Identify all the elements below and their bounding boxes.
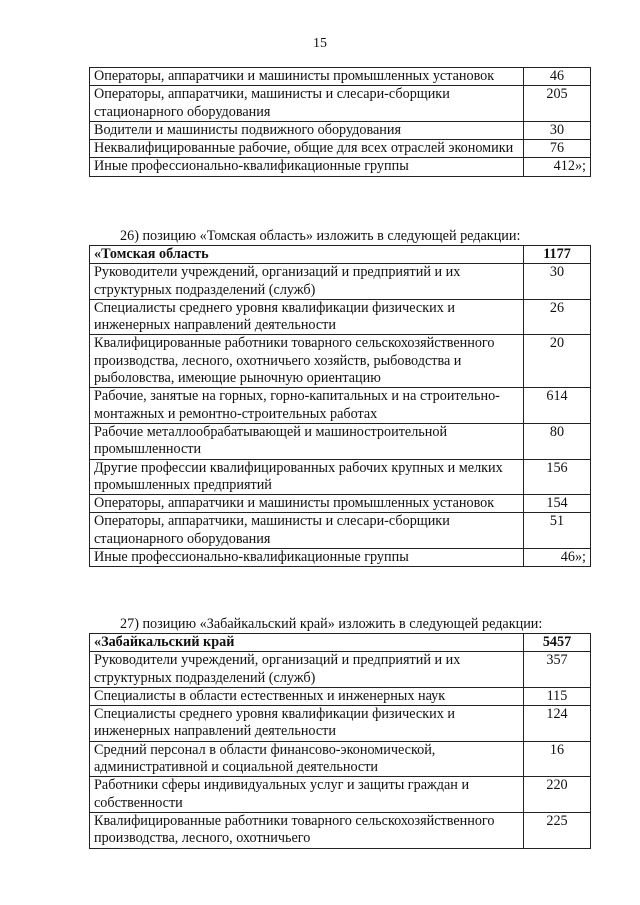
row-value: 30 xyxy=(524,121,591,139)
paragraph-26: 26) позицию «Томская область» изложить в следующей редакции: xyxy=(120,228,521,244)
table-tomsk xyxy=(89,245,591,567)
table-row xyxy=(90,687,591,705)
header-name: «Забайкальский край xyxy=(90,634,524,652)
row-value: 412»; xyxy=(524,158,591,176)
table-row xyxy=(90,86,591,122)
row-name: Водители и машинисты подвижного оборудования xyxy=(90,121,524,139)
table-row xyxy=(90,158,591,176)
table-header-row xyxy=(90,246,591,264)
row-name: Операторы, аппаратчики, машинисты и слесари-сборщики стационарного оборудования xyxy=(90,86,524,122)
row-name: Специалисты среднего уровня квалификации физических и инженерных направлений деятельности xyxy=(90,299,524,335)
row-value: 124 xyxy=(524,706,591,742)
row-name: Операторы, аппаратчики и машинисты промышленных установок xyxy=(90,495,524,513)
row-name: Специалисты среднего уровня квалификации физических и инженерных направлений деятельности xyxy=(90,706,524,742)
row-name: Руководители учреждений, организаций и предприятий и их структурных подразделений (служб) xyxy=(90,264,524,300)
paragraph-27: 27) позицию «Забайкальский край» изложить в следующей редакции: xyxy=(120,616,543,632)
header-value: 1177 xyxy=(524,246,591,264)
table-row xyxy=(90,140,591,158)
table-row xyxy=(90,68,591,86)
row-name: Иные профессионально-квалификационные группы xyxy=(90,549,524,567)
table-row xyxy=(90,812,591,848)
row-name: Работники сферы индивидуальных услуг и защиты граждан и собственности xyxy=(90,777,524,813)
row-name: Квалифицированные работники товарного сельскохозяйственного производства, лесного, охотничьего xyxy=(90,812,524,848)
row-name: Иные профессионально-квалификационные группы xyxy=(90,158,524,176)
row-name: Средний персонал в области финансово-экономической, административной и социальной деятельности xyxy=(90,741,524,777)
table-row xyxy=(90,741,591,777)
table-row xyxy=(90,121,591,139)
row-name: Рабочие, занятые на горных, горно-капитальных и на строительно-монтажных и ремонтно-строительных работах xyxy=(90,388,524,424)
table-zabaikalsky xyxy=(89,633,591,849)
table-row xyxy=(90,652,591,688)
header-value: 5457 xyxy=(524,634,591,652)
row-name: Руководители учреждений, организаций и предприятий и их структурных подразделений (служб) xyxy=(90,652,524,688)
row-name: Рабочие металлообрабатывающей и машиностроительной промышленности xyxy=(90,423,524,459)
row-value: 26 xyxy=(524,299,591,335)
table-row xyxy=(90,706,591,742)
page-number: 15 xyxy=(313,36,327,51)
table-continuation xyxy=(89,67,591,177)
row-name: Квалифицированные работники товарного сельскохозяйственного производства, лесного, охотничьего хозяйств, рыбоводства и рыболовства, имеющие рыночную ориентацию xyxy=(90,335,524,388)
row-value: 154 xyxy=(524,495,591,513)
table-row xyxy=(90,459,591,495)
row-value: 80 xyxy=(524,423,591,459)
table-row xyxy=(90,777,591,813)
row-value: 51 xyxy=(524,513,591,549)
table-row xyxy=(90,549,591,567)
row-value: 614 xyxy=(524,388,591,424)
row-name: Неквалифицированные рабочие, общие для всех отраслей экономики xyxy=(90,140,524,158)
table-row xyxy=(90,388,591,424)
row-value: 225 xyxy=(524,812,591,848)
header-name: «Томская область xyxy=(90,246,524,264)
table-row xyxy=(90,335,591,388)
table-row xyxy=(90,264,591,300)
row-value: 115 xyxy=(524,687,591,705)
row-value: 46 xyxy=(524,68,591,86)
row-value: 30 xyxy=(524,264,591,300)
row-name: Операторы, аппаратчики, машинисты и слесари-сборщики стационарного оборудования xyxy=(90,513,524,549)
row-value: 156 xyxy=(524,459,591,495)
row-value: 205 xyxy=(524,86,591,122)
table-row xyxy=(90,513,591,549)
row-value: 220 xyxy=(524,777,591,813)
row-value: 20 xyxy=(524,335,591,388)
row-name: Другие профессии квалифицированных рабочих крупных и мелких промышленных предприятий xyxy=(90,459,524,495)
table-row xyxy=(90,299,591,335)
table-row xyxy=(90,423,591,459)
row-name: Специалисты в области естественных и инженерных наук xyxy=(90,687,524,705)
table-header-row xyxy=(90,634,591,652)
table-row xyxy=(90,495,591,513)
row-value: 76 xyxy=(524,140,591,158)
row-name: Операторы, аппаратчики и машинисты промышленных установок xyxy=(90,68,524,86)
row-value: 46»; xyxy=(524,549,591,567)
row-value: 357 xyxy=(524,652,591,688)
row-value: 16 xyxy=(524,741,591,777)
